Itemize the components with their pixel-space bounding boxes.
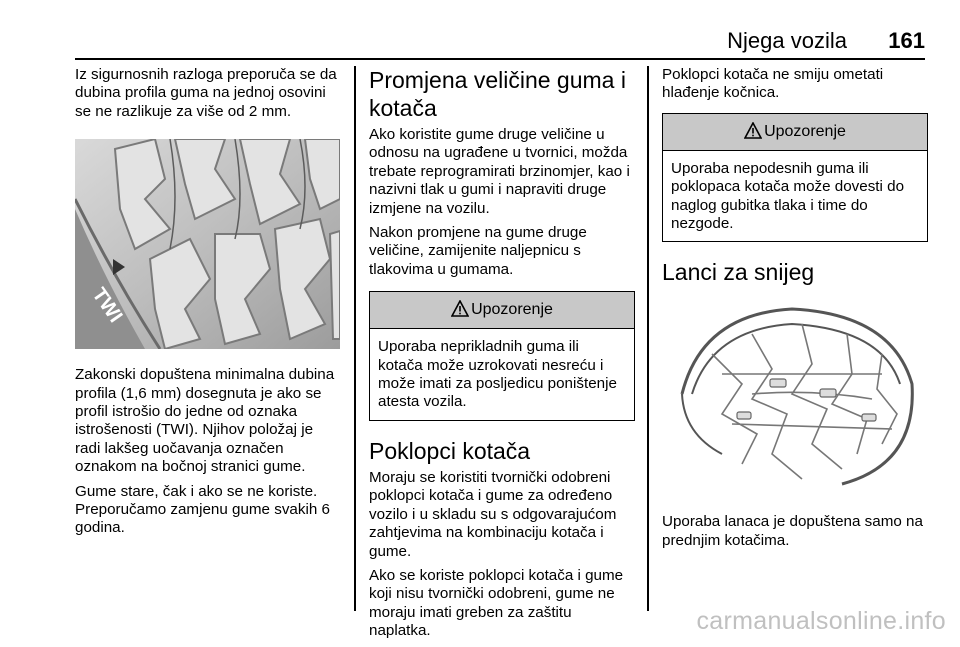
warning-box-1 <box>369 291 635 421</box>
intro-paragraph: Iz sigurnosnih razloga preporuča se da dubina profila guma na jednoj osovini se ne razlikuje za više od 2 mm. <box>75 66 337 120</box>
column-divider-2 <box>647 66 649 611</box>
column-2 <box>369 66 635 647</box>
warning-box-2 <box>662 113 928 243</box>
snow-chains-paragraph: Uporaba lanaca je dopuštena samo na prednjim kotačima. <box>662 513 923 549</box>
warning-header <box>370 292 634 329</box>
column-1 <box>75 66 340 544</box>
heading-snow-chains: Lanci za snijeg <box>662 259 815 286</box>
warning-title: Upozorenje <box>764 122 846 140</box>
header-title: Njega vozila <box>727 28 847 53</box>
watermark: carmanualsonline.info <box>696 607 946 635</box>
header-rule <box>75 58 925 60</box>
warning-text: Uporaba nepodesnih guma ili poklopaca kotača može dovesti do naglog gubitka tlaka i time do nezgode. <box>671 159 905 233</box>
warning-title: Upozorenje <box>471 301 553 319</box>
tire-tread-image <box>75 139 340 354</box>
heading-wheel-covers: Poklopci kotača <box>369 437 531 464</box>
twi-label: TWI <box>87 284 127 327</box>
column-divider-1 <box>354 66 356 611</box>
warning-triangle-icon <box>451 300 469 317</box>
legal-depth-paragraph: Zakonski dopuštena minimalna dubina profila (1,6 mm) dosegnuta je ako se profil istrošio do jedne od oznaka istrošenosti (TWI). Njihov položaj je radi lakšeg uočavanja označen oznakom na bočnoj stranici gume. <box>75 366 335 476</box>
page-number: 161 <box>888 28 925 53</box>
warning-header <box>663 114 927 151</box>
brake-cooling-paragraph: Poklopci kotača ne smiju ometati hlađenje kočnica. <box>662 66 884 102</box>
warning-triangle-icon <box>744 122 762 139</box>
warning-text: Uporaba neprikladnih guma ili kotača može uzrokovati nesreću i može imati za posljedicu poništenje atesta vozila. <box>378 338 617 411</box>
heading-size-change: Promjena veličine guma i kotača <box>369 67 626 121</box>
tire-age-paragraph: Gume stare, čak i ako se ne koriste. Preporučamo zamjenu gume svakih 6 godina. <box>75 482 330 537</box>
column-3 <box>662 66 928 556</box>
snow-chain-image <box>662 294 928 499</box>
size-change-paragraph-2: Nakon promjene na gume druge veličine, zamijenite naljepnicu s tlakovima u gumama. <box>369 224 587 278</box>
wheel-covers-paragraph-1: Moraju se koristiti tvornički odobreni poklopci kotača i gume za određeno vozilo i u skladu su s odgovarajućom zahtjevima na kombinaciju kotača i gume. <box>369 468 617 560</box>
wheel-covers-paragraph-2: Ako se koriste poklopci kotača i gume koji nisu tvornički odobreni, gume ne moraju imati greben za zaštitu naplatka. <box>369 566 624 640</box>
page-header <box>75 27 925 57</box>
size-change-paragraph-1: Ako koristite gume druge veličine u odnosu na ugrađene u tvornici, možda trebate reprogramirati brzinomjer, kao i nazivni tlak u gumi i napraviti druge izmjene na vozilu. <box>369 126 630 217</box>
